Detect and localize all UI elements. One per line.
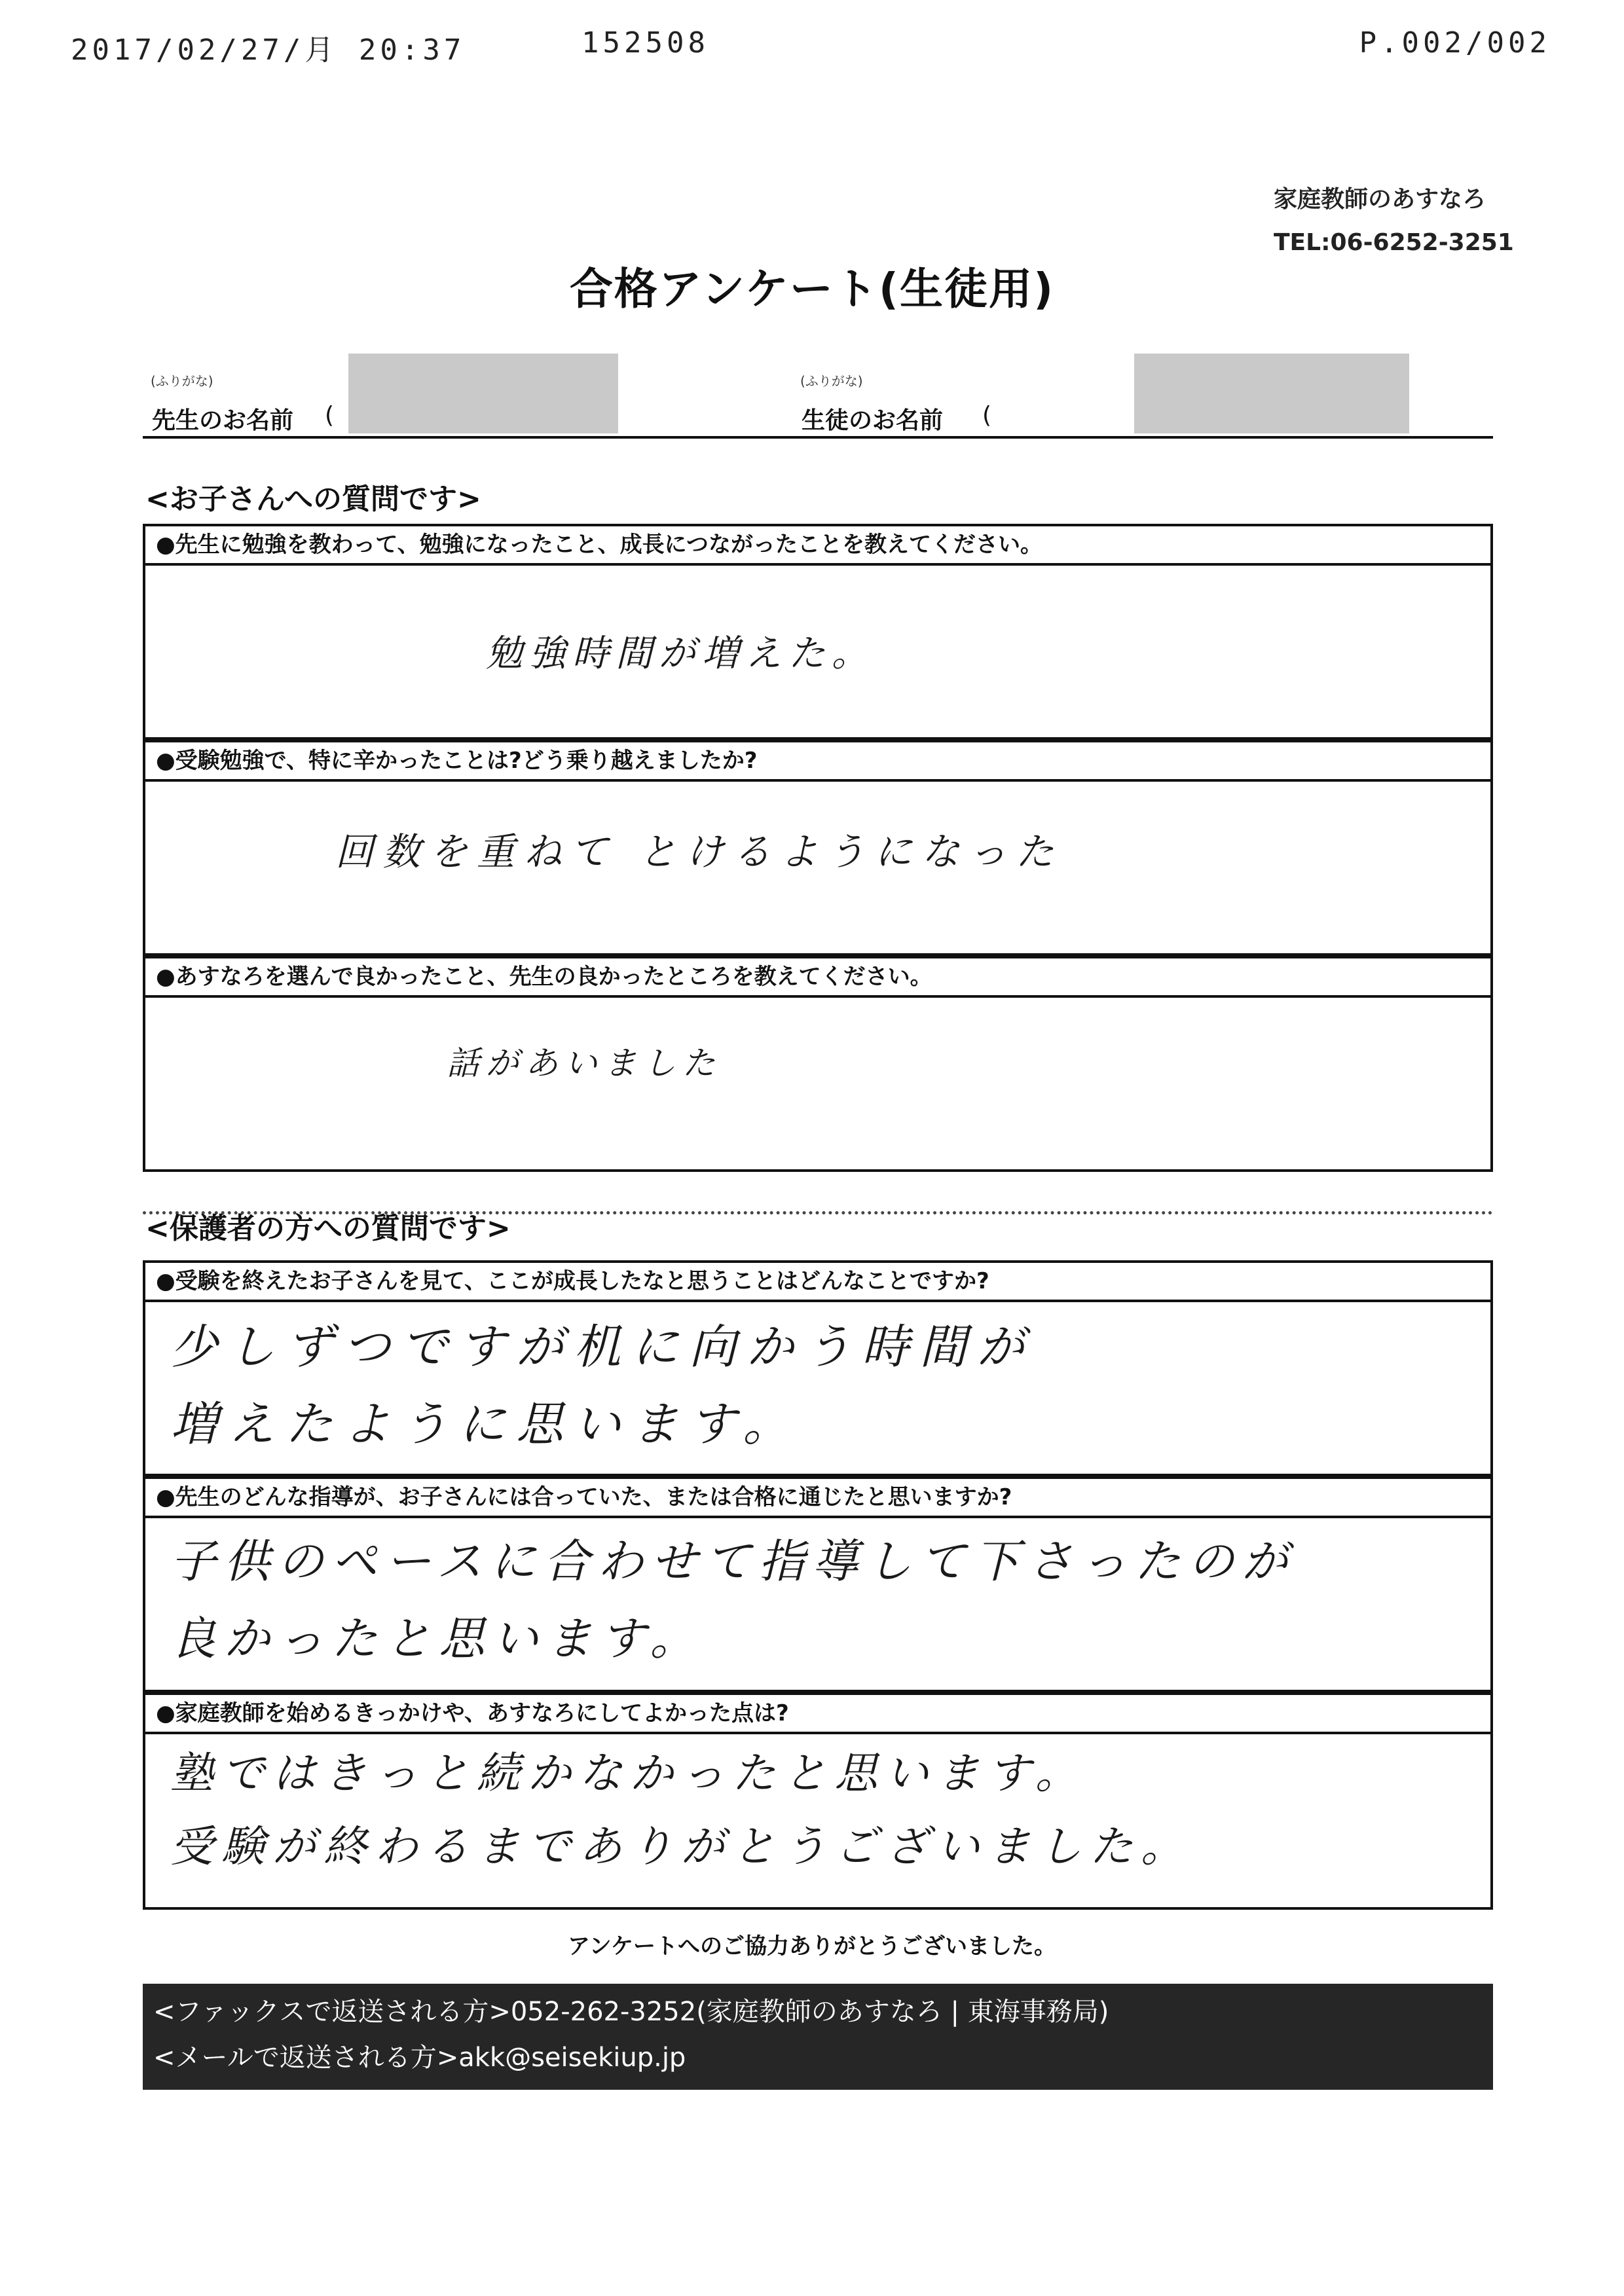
- return-info-bar: [143, 1984, 1493, 2090]
- teacher-name-label: 先生のお名前: [152, 407, 294, 434]
- handwritten-answer: 受験が終わるまでありがとうございました。: [170, 1821, 1192, 1872]
- mail-return-label: <メールで返送される方>: [153, 2043, 459, 2073]
- student-name-redaction: [1134, 354, 1409, 433]
- teacher-name-block: [151, 354, 740, 439]
- fax-return-number: 052-262-3252(家庭教師のあすなろ | 東海事務局): [510, 1997, 1109, 2027]
- company-info: [1274, 178, 1514, 264]
- question-box: [143, 524, 1493, 740]
- company-name: 家庭教師のあすなろ: [1274, 186, 1486, 213]
- fax-return-label: <ファックスで返送される方>: [153, 1997, 511, 2027]
- teacher-name-redaction: [348, 354, 618, 433]
- handwritten-answer: 話があいました: [447, 1044, 722, 1082]
- teacher-name-paren: (: [325, 402, 335, 429]
- names-row: [143, 354, 1493, 439]
- student-name-label: 生徒のお名前: [802, 407, 944, 434]
- question-text: ●先生に勉強を教わって、勉強になったこと、成長につながったことを教えてください。: [145, 526, 1490, 566]
- handwritten-answer: 子供のペースに合わせて指導して下さったのが: [170, 1535, 1296, 1588]
- page-title: 合格アンケート(生徒用): [569, 264, 1055, 314]
- handwritten-answer: 塾ではきっと続かなかったと思います。: [170, 1748, 1086, 1798]
- child-section-title: <お子さんへの質問です>: [145, 483, 481, 516]
- student-name-block: [800, 354, 1390, 439]
- handwritten-answer: 回数を重ねて とけるようになった: [335, 829, 1063, 874]
- question-box: [143, 740, 1493, 956]
- mail-return-line: [153, 2035, 1483, 2081]
- handwritten-answer: 良かったと思います。: [170, 1612, 704, 1666]
- question-text: ●家庭教師を始めるきっかけや、あすなろにしてよかった点は?: [145, 1695, 1490, 1734]
- student-name-paren: (: [982, 402, 992, 429]
- fax-return-line: [153, 1989, 1483, 2035]
- parent-section-title: <保護者の方への質問です>: [145, 1212, 511, 1245]
- fax-number: 152508: [581, 26, 709, 60]
- question-box: [143, 1692, 1493, 1910]
- fax-timestamp: 2017/02/27/月 20:37: [71, 33, 466, 67]
- student-furigana-label: (ふりがな): [800, 373, 863, 389]
- mail-return-address: akk@seisekiup.jp: [458, 2043, 686, 2073]
- teacher-furigana-label: (ふりがな): [151, 373, 213, 389]
- handwritten-answer: 増えたように思います。: [170, 1396, 801, 1451]
- question-text: ●受験勉強で、特に辛かったことは?どう乗り越えましたか?: [145, 742, 1490, 782]
- question-text: ●先生のどんな指導が、お子さんには合っていた、または合格に通じたと思いますか?: [145, 1479, 1490, 1518]
- question-box: [143, 1476, 1493, 1692]
- question-box: [143, 1260, 1493, 1476]
- fax-page-count: P.002/002: [1359, 26, 1551, 60]
- handwritten-answer: 勉強時間が増えた。: [486, 632, 875, 675]
- company-tel: TEL:06-6252-3251: [1274, 229, 1514, 256]
- question-text: ●あすなろを選んで良かったこと、先生の良かったところを教えてください。: [145, 958, 1490, 998]
- thanks-message: アンケートへのご協力ありがとうございました。: [568, 1933, 1056, 1959]
- question-text: ●受験を終えたお子さんを見て、ここが成長したなと思うことはどんなことですか?: [145, 1263, 1490, 1302]
- handwritten-answer: 少しずつですが机に向かう時間が: [170, 1319, 1035, 1374]
- question-box: [143, 956, 1493, 1172]
